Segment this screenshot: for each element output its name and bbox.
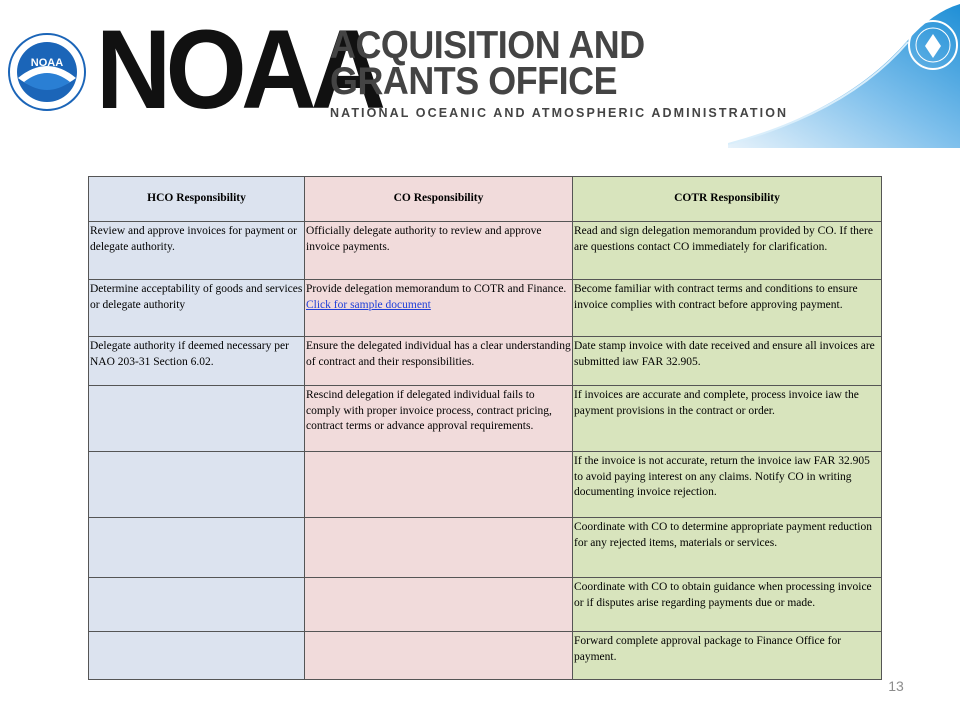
- seal-text: NOAA: [30, 57, 64, 69]
- cotr-cell: Forward complete approval package to Finance Office for payment.: [573, 632, 882, 680]
- cotr-cell: If the invoice is not accurate, return the invoice iaw FAR 32.905 to avoid paying interest on any claims. Notify CO in writing documenting invoice rejection.: [573, 452, 882, 518]
- noaa-wordmark: NOAA: [96, 7, 381, 132]
- cotr-cell: Read and sign delegation memorandum provided by CO. If there are questions contact CO immediately for clarification.: [573, 222, 882, 280]
- co-cell: Ensure the delegated individual has a clear understanding of contract and their responsibilities.: [305, 337, 573, 386]
- cotr-cell: Coordinate with CO to determine appropriate payment reduction for any rejected items, materials or services.: [573, 518, 882, 578]
- co-cell-text: Provide delegation memorandum to COTR and Finance.: [306, 283, 567, 295]
- table-row: [89, 337, 882, 386]
- noaa-seal-icon: [6, 14, 88, 134]
- header-cotr: COTR Responsibility: [573, 177, 882, 222]
- hco-cell: [89, 578, 305, 632]
- hco-cell: Delegate authority if deemed necessary per NAO 203-31 Section 6.02.: [89, 337, 305, 386]
- header-co: CO Responsibility: [305, 177, 573, 222]
- cotr-cell: Coordinate with CO to obtain guidance when processing invoice or if disputes arise regarding payments due or made.: [573, 578, 882, 632]
- co-cell: [305, 632, 573, 680]
- office-title-line1: ACQUISITION AND: [330, 24, 645, 67]
- table-header-row: [89, 177, 882, 222]
- co-cell: Rescind delegation if delegated individual fails to comply with proper invoice process, contract pricing, contract terms or advance approval requirements.: [305, 386, 573, 452]
- table-row: [89, 518, 882, 578]
- co-cell: [305, 452, 573, 518]
- table-row: [89, 632, 882, 680]
- co-cell: [305, 518, 573, 578]
- sample-document-link[interactable]: Click for sample document: [306, 298, 431, 311]
- hco-cell: Determine acceptability of goods and services or delegate authority: [89, 280, 305, 337]
- table-row: [89, 578, 882, 632]
- responsibility-table: [88, 176, 882, 680]
- table-row: [89, 280, 882, 337]
- table-row: [89, 386, 882, 452]
- header-banner: [0, 0, 960, 150]
- cotr-cell: Become familiar with contract terms and conditions to ensure invoice complies with contract before approving payment.: [573, 280, 882, 337]
- hco-cell: [89, 386, 305, 452]
- co-cell: [305, 578, 573, 632]
- hco-cell: [89, 632, 305, 680]
- co-cell: [305, 280, 573, 337]
- hco-cell: Review and approve invoices for payment or delegate authority.: [89, 222, 305, 280]
- table-row: [89, 222, 882, 280]
- header-hco: HCO Responsibility: [89, 177, 305, 222]
- cotr-cell: Date stamp invoice with date received and ensure all invoices are submitted iaw FAR 32.905.: [573, 337, 882, 386]
- page-number: 13: [888, 678, 904, 694]
- doc-emblem-swoosh: [728, 0, 960, 148]
- cotr-cell: If invoices are accurate and complete, process invoice iaw the payment provisions in the contract or order.: [573, 386, 882, 452]
- office-title-line2: GRANTS OFFICE: [330, 60, 618, 103]
- co-cell: Officially delegate authority to review and approve invoice payments.: [305, 222, 573, 280]
- table-row: [89, 452, 882, 518]
- office-subtitle: NATIONAL OCEANIC AND ATMOSPHERIC ADMINISTRATION: [330, 106, 789, 120]
- hco-cell: [89, 518, 305, 578]
- hco-cell: [89, 452, 305, 518]
